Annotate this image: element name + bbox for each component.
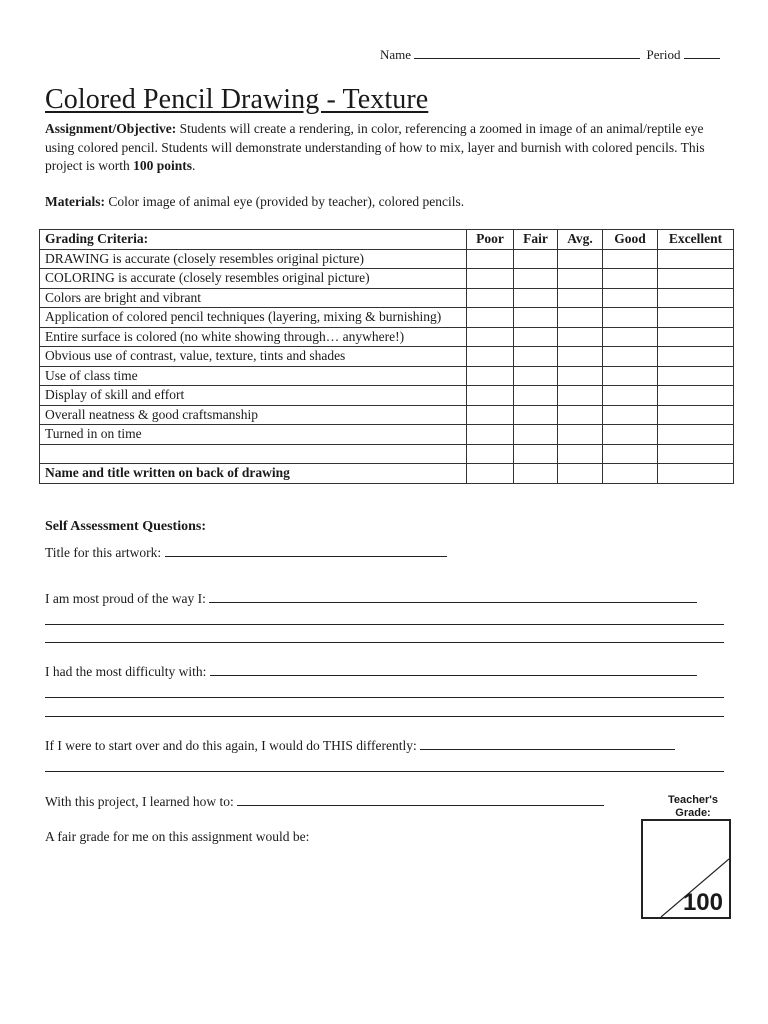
score-cell-poor[interactable] <box>467 366 514 386</box>
score-cell-good[interactable] <box>603 386 658 406</box>
score-cell-avg[interactable] <box>558 444 603 464</box>
score-cell-poor[interactable] <box>467 444 514 464</box>
score-cell-good[interactable] <box>603 347 658 367</box>
score-cell-fair[interactable] <box>514 327 558 347</box>
criteria-cell: Display of skill and effort <box>40 386 467 406</box>
score-cell-poor[interactable] <box>467 269 514 289</box>
period-field[interactable] <box>684 48 720 59</box>
question-proud-label: I am most proud of the way I: <box>45 591 206 606</box>
table-row <box>40 386 734 406</box>
criteria-cell <box>40 444 467 464</box>
table-row <box>40 288 734 308</box>
score-cell-good[interactable] <box>603 327 658 347</box>
teachers-grade-box[interactable] <box>641 819 731 919</box>
period-label: Period <box>646 47 681 62</box>
table-row <box>40 405 734 425</box>
column-header-criteria: Grading Criteria: <box>40 230 467 250</box>
criteria-cell: Turned in on time <box>40 425 467 445</box>
question-difficulty-label: I had the most difficulty with: <box>45 664 207 679</box>
score-cell-excellent[interactable] <box>658 366 734 386</box>
table-row <box>40 269 734 289</box>
table-row <box>40 347 734 367</box>
score-cell-good[interactable] <box>603 366 658 386</box>
score-cell-poor[interactable] <box>467 425 514 445</box>
assignment-text: Students will create a rendering, in color, referencing a zoomed in image of an animal/reptile eye using colored pencil. Students will demonstrate understanding of how to mix, layer and burnish with colored pencils. This project is worth <box>45 121 705 173</box>
table-row <box>40 464 734 484</box>
column-header-excellent: Excellent <box>658 230 734 250</box>
table-row <box>40 444 734 464</box>
score-cell-poor[interactable] <box>467 308 514 328</box>
score-cell-fair[interactable] <box>514 347 558 367</box>
score-cell-poor[interactable] <box>467 464 514 484</box>
score-cell-avg[interactable] <box>558 405 603 425</box>
column-header-good: Good <box>603 230 658 250</box>
criteria-cell: Application of colored pencil techniques (layering, mixing & burnishing) <box>40 308 467 328</box>
score-cell-avg[interactable] <box>558 366 603 386</box>
score-cell-good[interactable] <box>603 249 658 269</box>
question-title <box>45 545 447 561</box>
teachers-grade-label-line2: Grade: <box>675 807 711 819</box>
score-cell-avg[interactable] <box>558 425 603 445</box>
name-field[interactable] <box>414 48 640 59</box>
score-cell-excellent[interactable] <box>658 347 734 367</box>
teachers-grade-label-line1: Teacher's <box>667 794 719 806</box>
question-title-label: Title for this artwork: <box>45 545 162 560</box>
question-differently-label: If I were to start over and do this again, I would do THIS differently: <box>45 738 417 753</box>
name-period-line <box>380 47 720 63</box>
materials-label: Materials: <box>45 194 105 209</box>
grade-total: 100 <box>682 889 723 916</box>
name-label: Name <box>380 47 412 62</box>
score-cell-fair[interactable] <box>514 444 558 464</box>
proud-answer-line[interactable] <box>45 624 724 625</box>
table-row <box>40 425 734 445</box>
score-cell-avg[interactable] <box>558 464 603 484</box>
score-cell-poor[interactable] <box>467 405 514 425</box>
learned-answer-field[interactable] <box>237 794 604 806</box>
question-fair-grade <box>45 829 309 845</box>
question-differently <box>45 738 675 754</box>
score-cell-good[interactable] <box>603 425 658 445</box>
criteria-cell: Entire surface is colored (no white showing through… anywhere!) <box>40 327 467 347</box>
score-cell-avg[interactable] <box>558 288 603 308</box>
criteria-cell: Colors are bright and vibrant <box>40 288 467 308</box>
question-difficulty <box>45 664 697 680</box>
criteria-cell: Overall neatness & good craftsmanship <box>40 405 467 425</box>
score-cell-poor[interactable] <box>467 386 514 406</box>
score-cell-excellent[interactable] <box>658 464 734 484</box>
difficulty-answer-field[interactable] <box>210 664 697 676</box>
proud-answer-field[interactable] <box>209 591 697 603</box>
score-cell-good[interactable] <box>603 405 658 425</box>
materials-paragraph <box>45 193 725 212</box>
score-cell-fair[interactable] <box>514 425 558 445</box>
score-cell-fair[interactable] <box>514 269 558 289</box>
score-cell-excellent[interactable] <box>658 405 734 425</box>
teachers-grade-label <box>642 794 744 820</box>
score-cell-excellent[interactable] <box>658 386 734 406</box>
score-cell-good[interactable] <box>603 269 658 289</box>
score-cell-avg[interactable] <box>558 249 603 269</box>
score-cell-poor[interactable] <box>467 347 514 367</box>
score-cell-good[interactable] <box>603 288 658 308</box>
score-cell-excellent[interactable] <box>658 327 734 347</box>
table-row <box>40 366 734 386</box>
question-proud <box>45 591 697 607</box>
difficulty-answer-line[interactable] <box>45 697 724 698</box>
question-learned <box>45 794 604 810</box>
score-cell-good[interactable] <box>603 308 658 328</box>
table-row <box>40 327 734 347</box>
score-cell-excellent[interactable] <box>658 288 734 308</box>
assignment-paragraph <box>45 120 725 176</box>
score-cell-excellent[interactable] <box>658 444 734 464</box>
score-cell-fair[interactable] <box>514 464 558 484</box>
column-header-fair: Fair <box>514 230 558 250</box>
score-cell-poor[interactable] <box>467 288 514 308</box>
table-row <box>40 249 734 269</box>
score-cell-fair[interactable] <box>514 308 558 328</box>
score-cell-avg[interactable] <box>558 347 603 367</box>
column-header-avg: Avg. <box>558 230 603 250</box>
column-header-poor: Poor <box>467 230 514 250</box>
score-cell-fair[interactable] <box>514 249 558 269</box>
differently-answer-field[interactable] <box>420 738 675 750</box>
score-cell-avg[interactable] <box>558 269 603 289</box>
criteria-cell: DRAWING is accurate (closely resembles original picture) <box>40 249 467 269</box>
score-cell-fair[interactable] <box>514 366 558 386</box>
score-cell-avg[interactable] <box>558 308 603 328</box>
criteria-cell: Name and title written on back of drawing <box>40 464 467 484</box>
question-fair-grade-label: A fair grade for me on this assignment would be: <box>45 829 310 844</box>
score-cell-good[interactable] <box>603 464 658 484</box>
page-title: Colored Pencil Drawing - Texture <box>45 84 429 115</box>
self-assessment-heading: Self Assessment Questions: <box>45 519 207 534</box>
criteria-cell: Use of class time <box>40 366 467 386</box>
score-cell-excellent[interactable] <box>658 425 734 445</box>
title-answer-field[interactable] <box>165 545 447 557</box>
score-cell-fair[interactable] <box>514 405 558 425</box>
score-cell-excellent[interactable] <box>658 249 734 269</box>
score-cell-poor[interactable] <box>467 327 514 347</box>
score-cell-avg[interactable] <box>558 386 603 406</box>
score-cell-excellent[interactable] <box>658 308 734 328</box>
differently-answer-line[interactable] <box>45 771 724 772</box>
assignment-label: Assignment/Objective: <box>45 121 177 136</box>
criteria-cell: Obvious use of contrast, value, texture, tints and shades <box>40 347 467 367</box>
score-cell-excellent[interactable] <box>658 269 734 289</box>
materials-text: Color image of animal eye (provided by teacher), colored pencils. <box>104 194 465 209</box>
criteria-cell: COLORING is accurate (closely resembles original picture) <box>40 269 467 289</box>
score-cell-fair[interactable] <box>514 386 558 406</box>
rubric-header-row <box>40 230 734 250</box>
score-cell-good[interactable] <box>603 444 658 464</box>
grading-rubric-table <box>39 229 734 484</box>
score-cell-fair[interactable] <box>514 288 558 308</box>
assignment-period: . <box>192 158 196 173</box>
table-row <box>40 308 734 328</box>
assignment-points: 100 points <box>133 158 193 173</box>
difficulty-answer-line[interactable] <box>45 716 724 717</box>
score-cell-poor[interactable] <box>467 249 514 269</box>
score-cell-avg[interactable] <box>558 327 603 347</box>
question-learned-label: With this project, I learned how to: <box>45 794 234 809</box>
proud-answer-line[interactable] <box>45 642 724 643</box>
